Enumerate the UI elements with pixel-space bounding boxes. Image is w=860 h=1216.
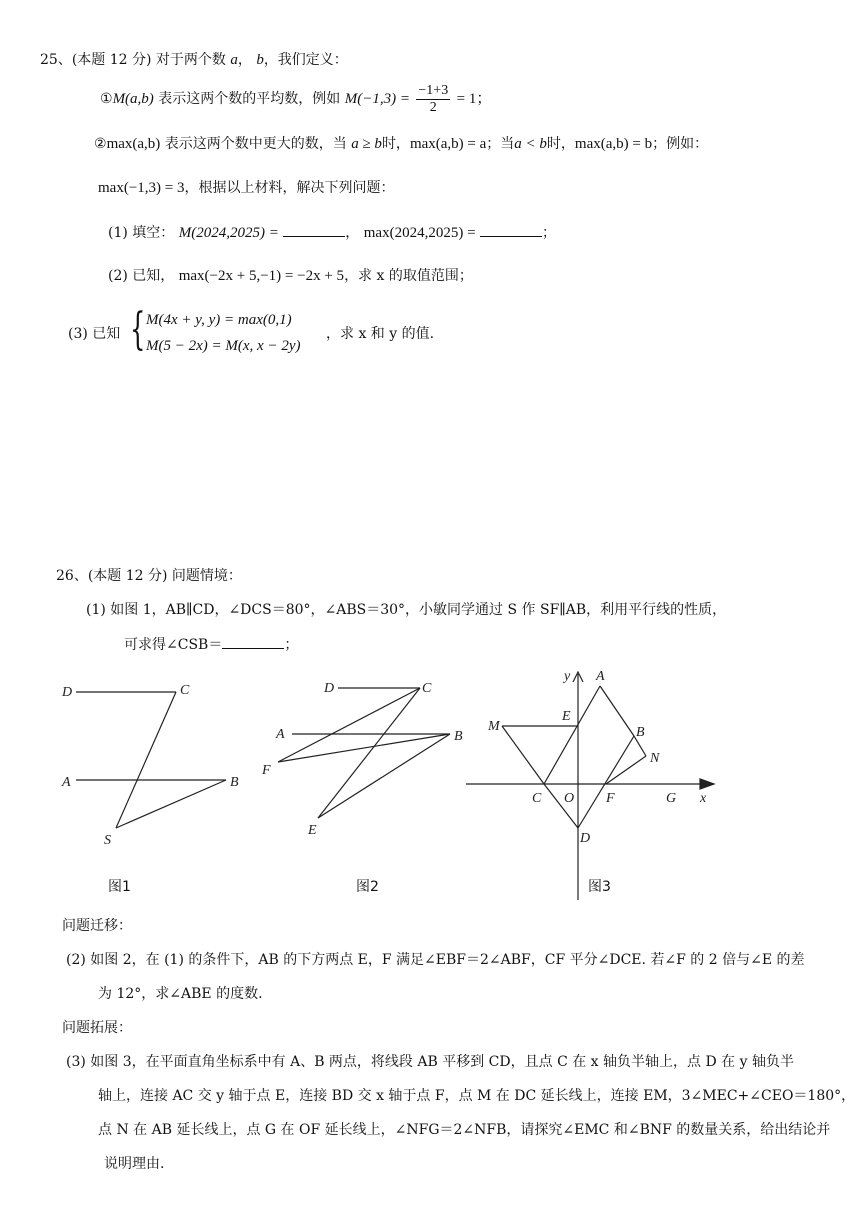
- label-n: N: [650, 751, 660, 766]
- q26-part2-text1: (2) 如图 2，在 (1) 的条件下，AB 的下方两点 E，F 满足∠EBF＝2∠ABF，CF 平分∠DCE. 若∠F 的 2 倍与∠E 的差: [66, 952, 805, 968]
- part3-tail: ，求 x 和 y 的值.: [326, 326, 435, 342]
- figure-1-caption: 图1: [108, 879, 131, 895]
- def2-text-d: ；当: [486, 136, 515, 152]
- q26-part1-end: ；: [284, 637, 299, 653]
- q26-extend-title: [62, 1018, 132, 1038]
- part1-label: (1) 填空：: [108, 225, 175, 241]
- def1-fraction: [416, 83, 450, 116]
- label-y: y: [564, 669, 571, 684]
- line-fn: [606, 756, 646, 784]
- label-a: A: [62, 775, 71, 790]
- figure-3: [462, 662, 722, 902]
- part2-tail: ，求 x 的取值范围；: [344, 268, 473, 284]
- line-ab: [600, 686, 634, 736]
- q26-part1-line2: [124, 634, 298, 655]
- def2-cond2: a < b: [514, 136, 547, 152]
- var-a: a: [230, 52, 238, 68]
- label-d: D: [580, 831, 591, 846]
- q25-header: [40, 50, 348, 70]
- label-d: D: [324, 681, 335, 696]
- label-b: B: [454, 729, 463, 744]
- figure-1: [54, 676, 250, 856]
- part1-m-expr: M(2024,2025) =: [178, 225, 279, 241]
- q25-header-text: 25、(本题 12 分) 对于两个数: [40, 52, 226, 68]
- answer-blank-2[interactable]: [480, 222, 542, 237]
- label-c: C: [180, 683, 190, 698]
- line-sb: [116, 780, 226, 828]
- q25-part2: [108, 266, 473, 286]
- line-mc: [502, 726, 544, 784]
- label-d: D: [62, 685, 73, 700]
- label-b: B: [230, 775, 239, 790]
- def1-text: 表示这两个数的平均数，例如: [158, 91, 341, 107]
- figure-2-caption: 图2: [356, 879, 379, 895]
- label-f: F: [262, 763, 271, 778]
- q25-part3-tail: [326, 324, 434, 344]
- var-b: b: [256, 52, 264, 68]
- def2-example: max(−1,3) = 3: [98, 180, 185, 196]
- q26-header: [56, 566, 242, 586]
- def2-text-c: 时，: [381, 136, 410, 152]
- line-eb: [318, 734, 450, 818]
- comma: ，: [237, 52, 252, 68]
- x-axis-arrow-icon: [700, 779, 714, 789]
- q25-part3-label: [68, 324, 120, 344]
- part2-equation: max(−2x + 5,−1) = −2x + 5: [178, 268, 345, 284]
- def2-text-f: ；例如：: [652, 136, 709, 152]
- q26-transfer-title: [62, 916, 132, 936]
- def2-text: 表示这两个数中更大的数，当: [164, 136, 347, 152]
- answer-blank-3[interactable]: [222, 634, 284, 649]
- def2-marker: ②: [94, 136, 107, 152]
- def2-cond1: a ≥ b: [351, 136, 382, 152]
- fraction-denominator: 2: [429, 99, 437, 115]
- q26-part3-text1: (3) 如图 3，在平面直角坐标系中有 A、B 两点，将线段 AB 平移到 CD，且点 C 在 x 轴负半轴上，点 D 在 y 轴负半: [66, 1054, 794, 1070]
- part3-equation-2: M(5 − 2x) = M(x, x − 2y): [146, 338, 301, 354]
- label-g: G: [666, 791, 677, 806]
- def2-res1: max(a,b) = a: [409, 136, 487, 152]
- q26-part2-line2: [98, 984, 263, 1004]
- extend-title: 问题拓展：: [62, 1020, 132, 1036]
- answer-blank-1[interactable]: [283, 222, 345, 237]
- def2-symbol: max(a,b): [106, 136, 161, 152]
- q26-part2-line1: [66, 950, 805, 970]
- part3-label: (3) 已知: [68, 326, 121, 342]
- q26-part1-line1: [86, 600, 726, 620]
- label-s: S: [104, 833, 111, 848]
- label-a: A: [276, 727, 285, 742]
- line-db: [578, 736, 634, 828]
- def1-symbol: M(a,b): [112, 91, 154, 107]
- q25-header-tail: ，我们定义：: [263, 52, 348, 68]
- label-o: O: [564, 791, 575, 806]
- label-c: C: [532, 791, 542, 806]
- figure-2: [258, 676, 468, 846]
- part1-sep: ，: [345, 225, 360, 241]
- q26-part3-text2: 轴上，连接 AC 交 y 轴于点 E，连接 BD 交 x 轴于点 F，点 M 在 DC 延长线上，连接 EM，3∠MEC+∠CEO＝180°，: [98, 1088, 856, 1104]
- label-c: C: [422, 681, 432, 696]
- def1-marker: ①: [100, 91, 113, 107]
- system-brace: {: [130, 304, 146, 355]
- q26-header-text: 26、(本题 12 分) 问题情境：: [56, 568, 242, 584]
- q25-def1: [100, 82, 491, 116]
- q25-def2-example: [98, 178, 394, 198]
- figure-3-caption: 图3: [588, 879, 611, 895]
- label-f: F: [606, 791, 615, 806]
- q26-part1-text2: 可求得∠CSB＝: [124, 637, 223, 653]
- q25-part3-eq2: [146, 336, 300, 356]
- label-x: x: [700, 791, 707, 806]
- q26-part3-line1: [66, 1052, 794, 1072]
- q26-part3-text3: 点 N 在 AB 延长线上，点 G 在 OF 延长线上，∠NFG＝2∠NFB，请探究∠EMC 和∠BNF 的数量关系，给出结论并: [98, 1122, 831, 1138]
- q26-part3-line4: [104, 1154, 164, 1174]
- label-a: A: [596, 669, 605, 684]
- line-ca: [544, 686, 600, 784]
- q25-part1: [108, 222, 556, 243]
- part1-max-expr: max(2024,2025) =: [363, 225, 476, 241]
- line-cs: [116, 692, 176, 828]
- q26-part3-line3: [98, 1120, 830, 1140]
- q26-part3-text4: 说明理由.: [104, 1156, 165, 1172]
- label-m: M: [488, 719, 500, 734]
- def1-example: M(−1,3) =: [344, 91, 410, 107]
- label-e: E: [562, 709, 571, 724]
- q25-def2: [94, 134, 708, 154]
- def2-res2: max(a,b) = b: [574, 136, 653, 152]
- q25-part3-eq1: [146, 310, 292, 330]
- label-e: E: [308, 823, 317, 838]
- def2-tail: ，根据以上材料，解决下列问题：: [184, 180, 395, 196]
- q26-part3-line2: [98, 1086, 855, 1106]
- q26-part2-text2: 为 12°，求∠ABE 的度数.: [98, 986, 263, 1002]
- def1-result: = 1；: [456, 91, 492, 107]
- def2-text-e: 时，: [546, 136, 575, 152]
- q26-part1-text: (1) 如图 1，AB∥CD，∠DCS＝80°，∠ABS＝30°，小敏同学通过 S 作 SF∥AB，利用平行线的性质，: [86, 602, 727, 618]
- transfer-title: 问题迁移：: [62, 918, 132, 934]
- fraction-numerator: −1+3: [418, 82, 449, 98]
- part2-label: (2) 已知，: [108, 268, 175, 284]
- part3-equation-1: M(4x + y, y) = max(0,1): [146, 312, 292, 328]
- part1-end: ；: [541, 225, 556, 241]
- label-b: B: [636, 725, 645, 740]
